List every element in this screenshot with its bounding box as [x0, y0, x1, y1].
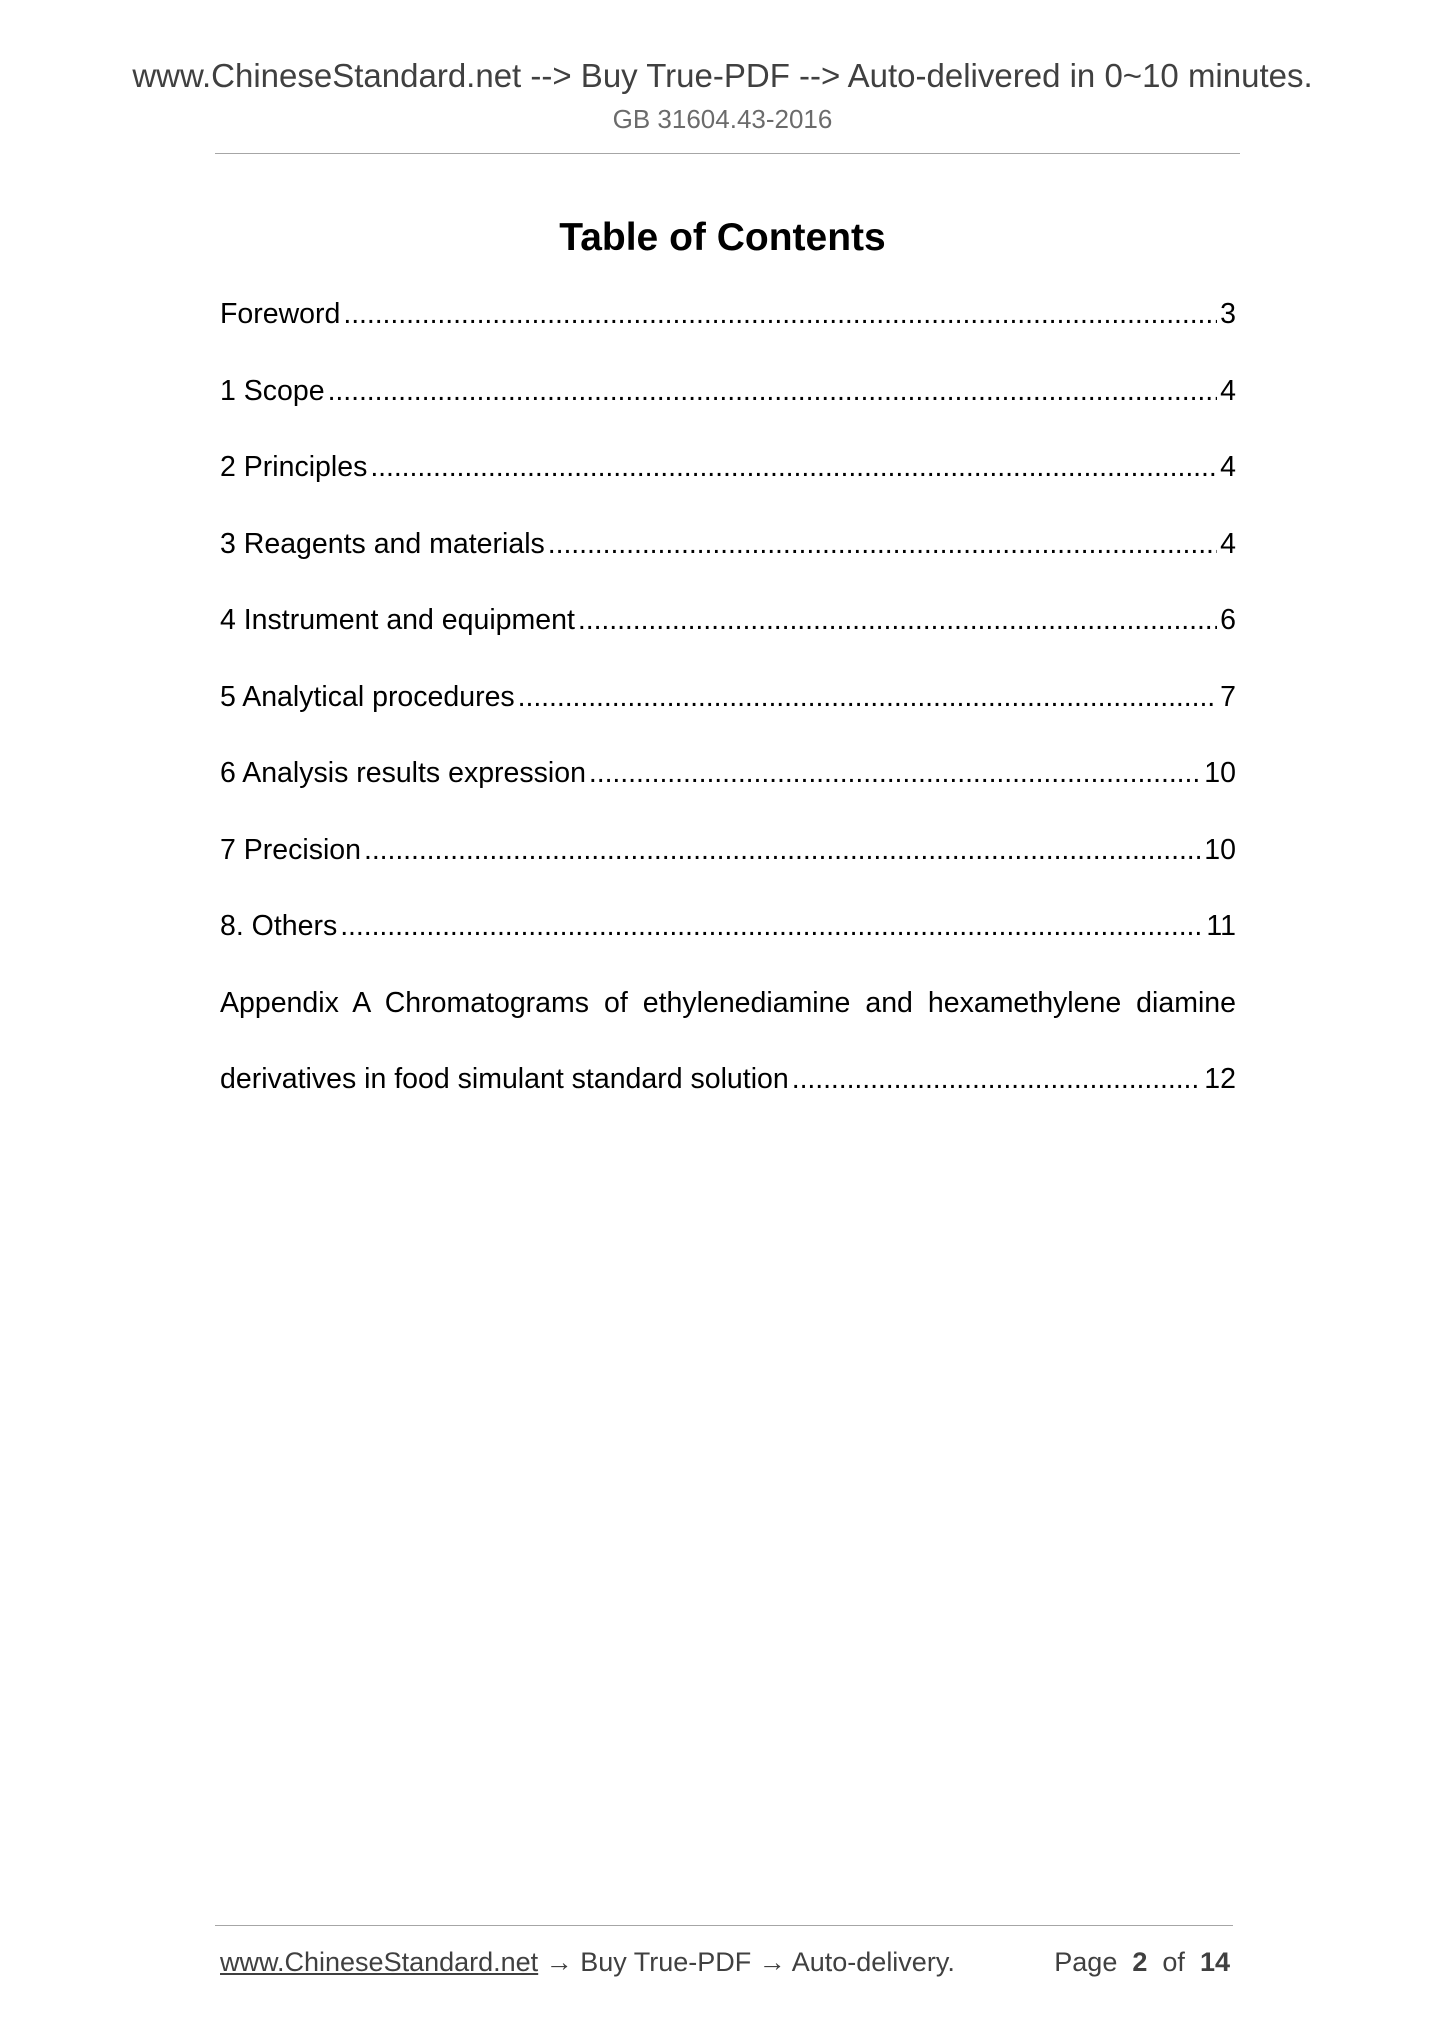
toc-entry-results[interactable]	[220, 753, 1236, 830]
footer-tagline: → Buy True-PDF → Auto-delivery.	[538, 1947, 955, 1977]
toc-leader-dots	[578, 600, 1217, 640]
page-prefix: Page	[1054, 1947, 1118, 1977]
toc-leader-dots	[370, 447, 1217, 487]
toc-entry-label: Foreword	[220, 298, 341, 330]
table-of-contents	[220, 294, 1236, 1136]
toc-entry-page: 7	[1220, 680, 1236, 713]
footer-website-link[interactable]: www.ChineseStandard.net	[220, 1947, 539, 1977]
toc-entry-instrument[interactable]	[220, 600, 1236, 677]
toc-entry-page: 4	[1220, 374, 1236, 407]
toc-entry-page: 4	[1220, 527, 1236, 560]
toc-entry-page: 10	[1204, 757, 1236, 789]
toc-leader-dots	[548, 524, 1217, 564]
toc-leader-dots	[518, 677, 1217, 717]
toc-entry-page: 12	[1204, 1063, 1236, 1095]
toc-entry-label: 8. Others	[220, 910, 338, 942]
footer-divider	[215, 1925, 1233, 1926]
toc-entry-others[interactable]	[220, 906, 1236, 983]
toc-entry-scope[interactable]	[220, 371, 1236, 448]
toc-entry-page: 10	[1204, 833, 1236, 866]
toc-entry-label: 1 Scope	[220, 374, 325, 407]
toc-entry-procedures[interactable]	[220, 677, 1236, 754]
toc-entry-page: 6	[1220, 604, 1236, 636]
toc-entry-principles[interactable]	[220, 447, 1236, 524]
toc-leader-dots	[340, 906, 1203, 946]
toc-leader-dots	[589, 753, 1201, 793]
toc-leader-dots	[364, 830, 1201, 870]
toc-entry-label: 6 Analysis results expression	[220, 757, 586, 789]
toc-entry-reagents[interactable]	[220, 524, 1236, 601]
toc-entry-page: 3	[1220, 298, 1236, 330]
total-pages: 14	[1199, 1947, 1230, 1977]
page-of: of	[1162, 1947, 1185, 1977]
header-banner: www.ChineseStandard.net --> Buy True-PDF --> Auto-delivered in 0~10 minutes.	[132, 57, 1313, 94]
toc-entry-label: 4 Instrument and equipment	[220, 604, 575, 636]
toc-entry-page: 4	[1220, 451, 1236, 483]
header-divider	[215, 153, 1240, 154]
toc-entry-label-line1: Appendix A Chromatograms of ethylenediamine and hexamethylene diamine	[220, 986, 1236, 1019]
toc-entry-label-line2: derivatives in food simulant standard solution	[220, 1063, 789, 1095]
toc-entry-page: 11	[1206, 910, 1236, 942]
toc-entry-label: 3 Reagents and materials	[220, 527, 545, 560]
toc-entry-label: 5 Analytical procedures	[220, 680, 515, 713]
toc-entry-label: 7 Precision	[220, 833, 361, 866]
toc-entry-foreword[interactable]	[220, 294, 1236, 371]
page-title: Table of Contents	[559, 216, 886, 259]
footer-left	[220, 1945, 955, 1979]
toc-leader-dots	[343, 294, 1217, 334]
toc-entry-label: 2 Principles	[220, 451, 368, 483]
toc-entry-appendix-a[interactable]	[220, 983, 1236, 1136]
toc-entry-precision[interactable]	[220, 830, 1236, 907]
page-footer	[220, 1945, 1230, 1979]
page-number	[1054, 1945, 1230, 1979]
toc-leader-dots	[328, 371, 1218, 411]
toc-leader-dots	[792, 1059, 1202, 1099]
current-page: 2	[1132, 1947, 1148, 1977]
document-id: GB 31604.43-2016	[612, 104, 833, 134]
